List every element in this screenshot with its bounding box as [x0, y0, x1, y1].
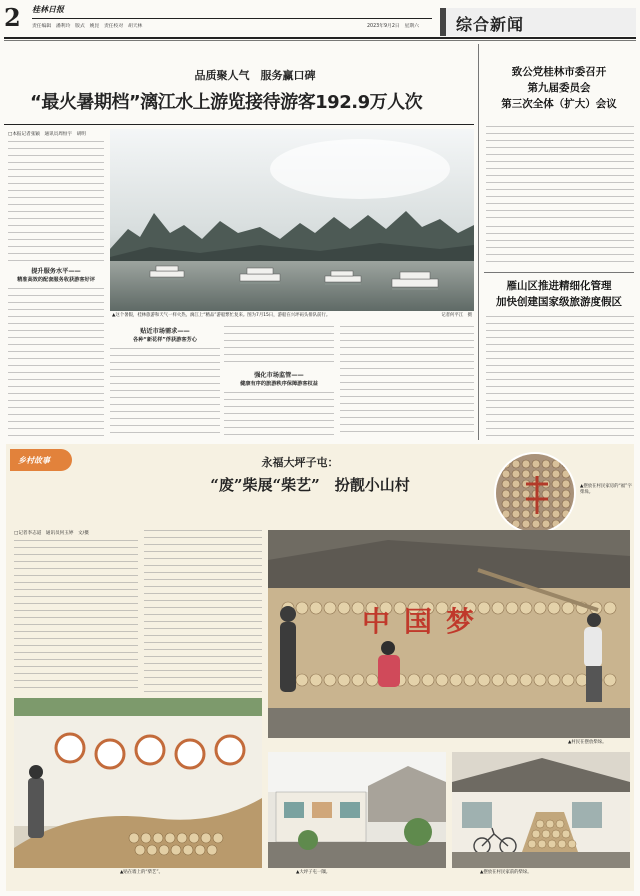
lead-text-block-1	[8, 141, 104, 261]
lead-kicker: 品质聚人气 服务赢口碑	[194, 69, 316, 82]
lead-subhead-2: 贴近市场需求——	[140, 328, 190, 335]
lead-text-block-5	[224, 392, 334, 436]
right-article-1-title-line-1: 致公党桂林市委召开	[511, 66, 607, 78]
caption-mid: ▲村民在摆放柴垛。	[568, 740, 607, 745]
right-article-2-text	[486, 316, 634, 438]
wall-art-photo	[14, 698, 262, 868]
section-title: 综合新闻	[440, 8, 636, 36]
lead-text-block-4	[224, 326, 334, 366]
right-article-1-title-line-2: 第九届委员会	[527, 82, 591, 94]
feature-byline: □记者李志道 通讯员何玉婷 文/摄	[14, 531, 89, 536]
house-woodpile-photo	[452, 752, 630, 868]
staff-credits: 责任编辑 潘利玲 版式 姚昆 责任校对 胡天林	[32, 24, 143, 29]
feature-text-block-2	[144, 530, 262, 692]
right-article-1-text-b	[486, 226, 634, 266]
issue-date: 2023年9月2日 星期六	[367, 24, 419, 29]
wood-wall-art-illustration	[14, 698, 262, 868]
caption-top-right: ▲摆放在村民家房的“福”字柴垛。	[580, 484, 632, 495]
right-article-2-title-line-1: 雁山区推进精细化管理	[506, 280, 612, 292]
lead-subhead-3b: 健康有序的旅游秩序保障游客权益	[240, 381, 318, 387]
feature-text-block-1	[14, 540, 138, 692]
caption-bottom-right: ▲摆放在村民家前的柴垛。	[480, 870, 532, 875]
lead-subhead-3: 强化市场监管——	[254, 372, 304, 379]
wall-slogan-text: 中国梦	[361, 605, 488, 638]
lead-byline: □本报记者张颖 通讯员周恒宇 胡明	[8, 132, 86, 137]
lead-rule	[4, 124, 474, 125]
feature-headline: “废”柴展“柴艺” 扮靓小山村	[210, 476, 410, 494]
village-corner-photo	[268, 752, 446, 868]
right-article-1-text-a	[486, 126, 634, 222]
lead-subhead-2b: 各种“新花样”俘获游客芳心	[133, 337, 197, 343]
house-woodpile-illustration	[452, 752, 630, 868]
caption-bottom-mid: ▲大坪子屯一隅。	[296, 870, 331, 875]
header-rule	[32, 18, 432, 19]
lead-headline: “最火暑期档”漓江水上游览接待游客192.9万人次	[30, 92, 423, 113]
right-divider	[484, 272, 634, 273]
village-corner-illustration	[268, 752, 446, 868]
caption-bottom-left: ▲贴在墙上的“柴艺”。	[120, 870, 164, 875]
lead-photo	[110, 129, 474, 311]
lead-text-block-3	[110, 348, 220, 436]
right-article-1-title	[484, 64, 634, 112]
lead-subhead-1: 提升服务水平——	[31, 268, 81, 275]
feature-kicker: 永福大坪子屯：	[261, 456, 339, 469]
newspaper-name: 桂林日报	[32, 5, 64, 14]
column-divider	[478, 44, 479, 440]
header-bottom-rule	[4, 37, 636, 39]
lead-photo-caption: ▲这个暑假，桂林旅游和天气一样火热。漓江上“精品”游船繁忙复来。图为7月15日，游船在兴坪码头排队前行。	[112, 313, 331, 318]
li-river-photo-illustration	[110, 129, 474, 311]
lead-text-block-2	[8, 288, 104, 436]
right-article-2-title-line-2: 加快创建国家级旅游度假区	[496, 296, 622, 308]
lead-photo-credit: 记者何平江 摄	[441, 313, 472, 318]
right-article-2-title	[484, 278, 634, 310]
right-article-1-title-line-3: 第三次全体（扩大）会议	[501, 98, 617, 110]
lead-subhead-1b: 精准高效的配套服务收获游客好评	[17, 277, 95, 283]
fu-woodpile-round-photo	[494, 452, 576, 534]
header-bottom-rule-thin	[4, 40, 636, 41]
page-number: 2	[4, 3, 21, 32]
lead-text-block-6	[340, 326, 474, 436]
feature-tag: 乡村故事	[10, 449, 72, 471]
